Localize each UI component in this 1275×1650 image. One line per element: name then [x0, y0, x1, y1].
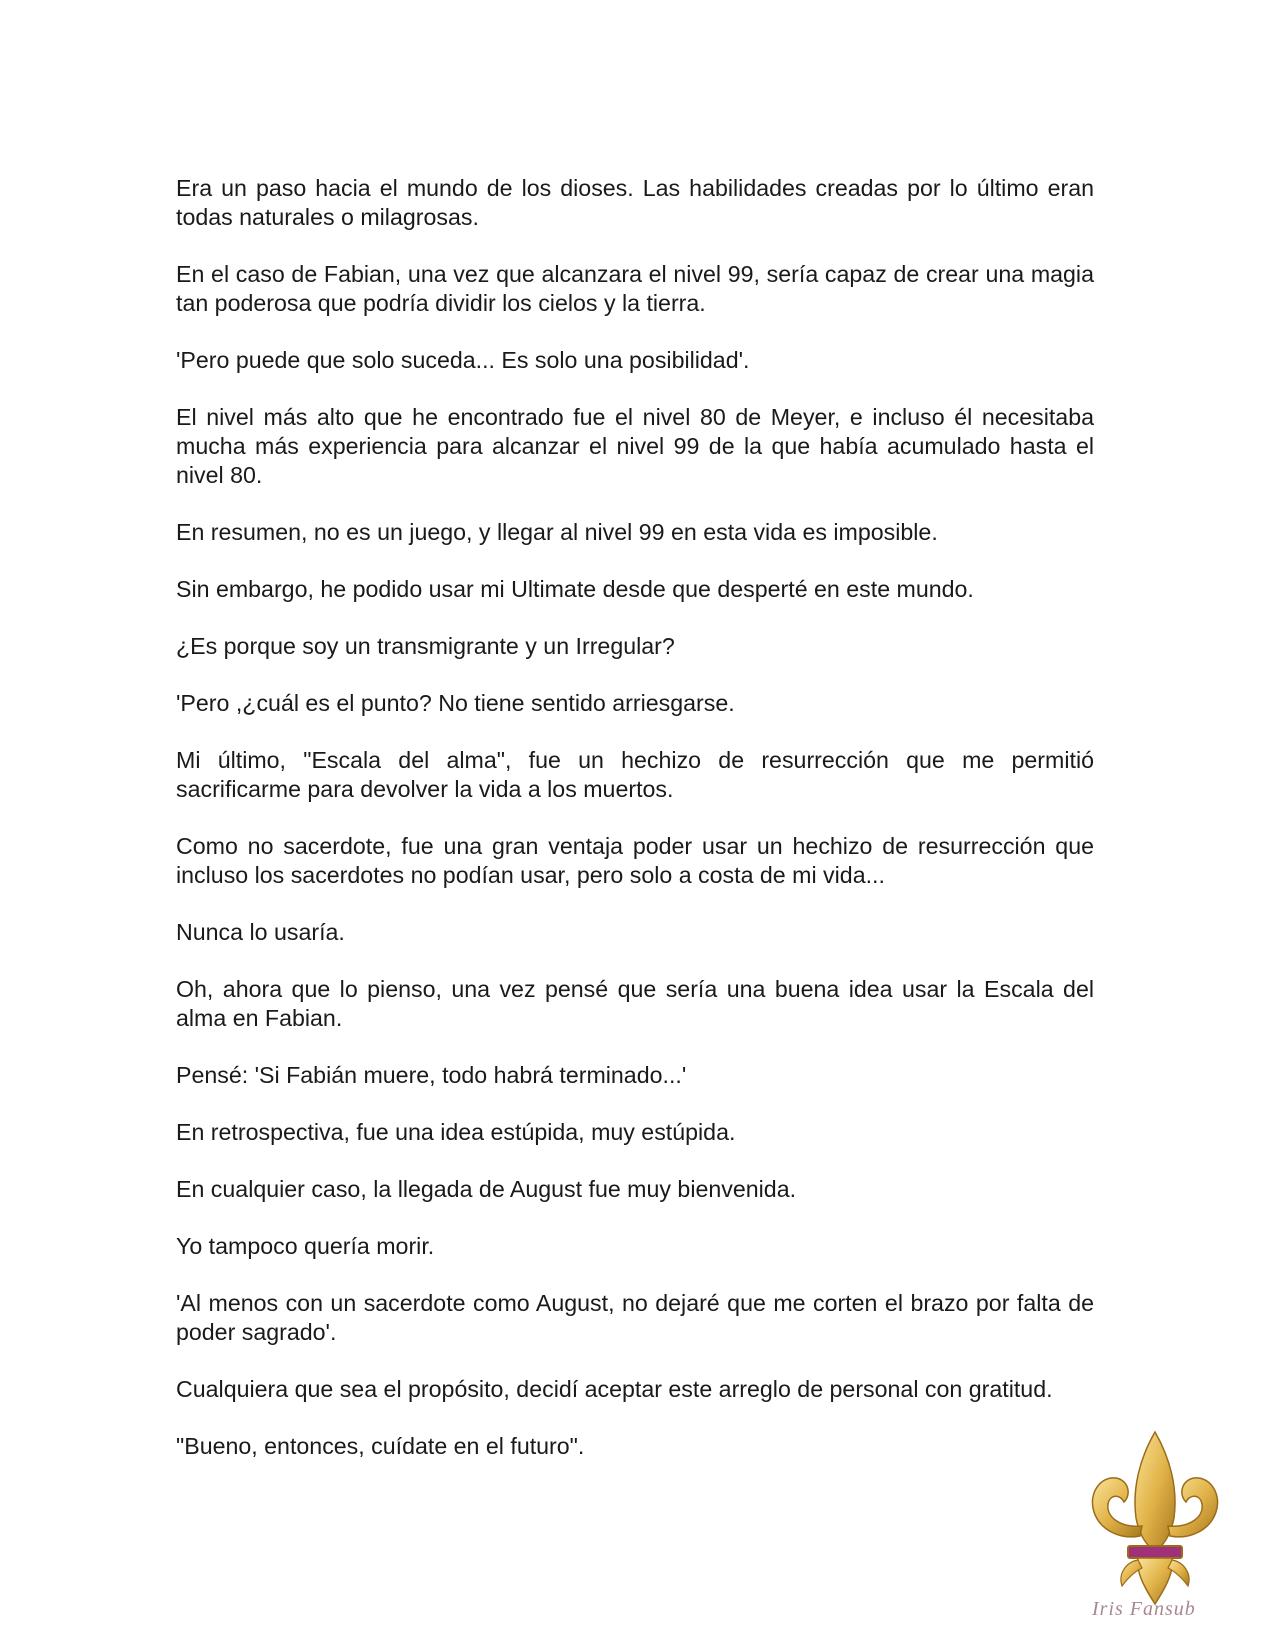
paragraph: Nunca lo usaría.	[176, 919, 345, 945]
fleur-de-lis-icon	[1070, 1428, 1240, 1608]
paragraph: Como no sacerdote, fue una gran ventaja poder usar un hechizo de resurrección que incluso los sacerdotes no podían usar, pero solo a costa de mi vida...	[176, 833, 1094, 888]
paragraph: ¿Es porque soy un transmigrante y un Irregular?	[176, 633, 675, 659]
paragraph: En el caso de Fabian, una vez que alcanzara el nivel 99, sería capaz de crear una magia tan poderosa que podría dividir los cielos y la tierra.	[176, 261, 1094, 316]
paragraph: En cualquier caso, la llegada de August fue muy bienvenida.	[176, 1176, 797, 1202]
paragraph: "Bueno, entonces, cuídate en el futuro".	[176, 1433, 585, 1459]
paragraph: 'Al menos con un sacerdote como August, no dejaré que me corten el brazo por falta de poder sagrado'.	[176, 1290, 1094, 1345]
paragraph: Mi último, "Escala del alma", fue un hechizo de resurrección que me permitió sacrificarme para devolver la vida a los muertos.	[176, 747, 1094, 802]
body-text	[176, 174, 1094, 1489]
watermark-caption: Iris Fansub	[1092, 1598, 1196, 1620]
paragraph: En resumen, no es un juego, y llegar al nivel 99 en esta vida es imposible.	[176, 519, 938, 545]
paragraph: Oh, ahora que lo pienso, una vez pensé que sería una buena idea usar la Escala del alma en Fabian.	[176, 976, 1094, 1031]
paragraph: En retrospectiva, fue una idea estúpida, muy estúpida.	[176, 1119, 736, 1145]
paragraph: 'Pero ,¿cuál es el punto? No tiene sentido arriesgarse.	[176, 690, 735, 716]
paragraph: Era un paso hacia el mundo de los dioses. Las habilidades creadas por lo último eran todas naturales o milagrosas.	[176, 175, 1094, 230]
paragraph: El nivel más alto que he encontrado fue el nivel 80 de Meyer, e incluso él necesitaba mucha más experiencia para alcanzar el nivel 99 de la que había acumulado hasta el nivel 80.	[176, 404, 1094, 488]
paragraph: Pensé: 'Si Fabián muere, todo habrá terminado...'	[176, 1062, 687, 1088]
paragraph: Cualquiera que sea el propósito, decidí aceptar este arreglo de personal con gratitud.	[176, 1376, 1053, 1402]
paragraph: 'Pero puede que solo suceda... Es solo una posibilidad'.	[176, 347, 750, 373]
paragraph: Yo tampoco quería morir.	[176, 1233, 435, 1259]
paragraph: Sin embargo, he podido usar mi Ultimate desde que desperté en este mundo.	[176, 576, 974, 602]
